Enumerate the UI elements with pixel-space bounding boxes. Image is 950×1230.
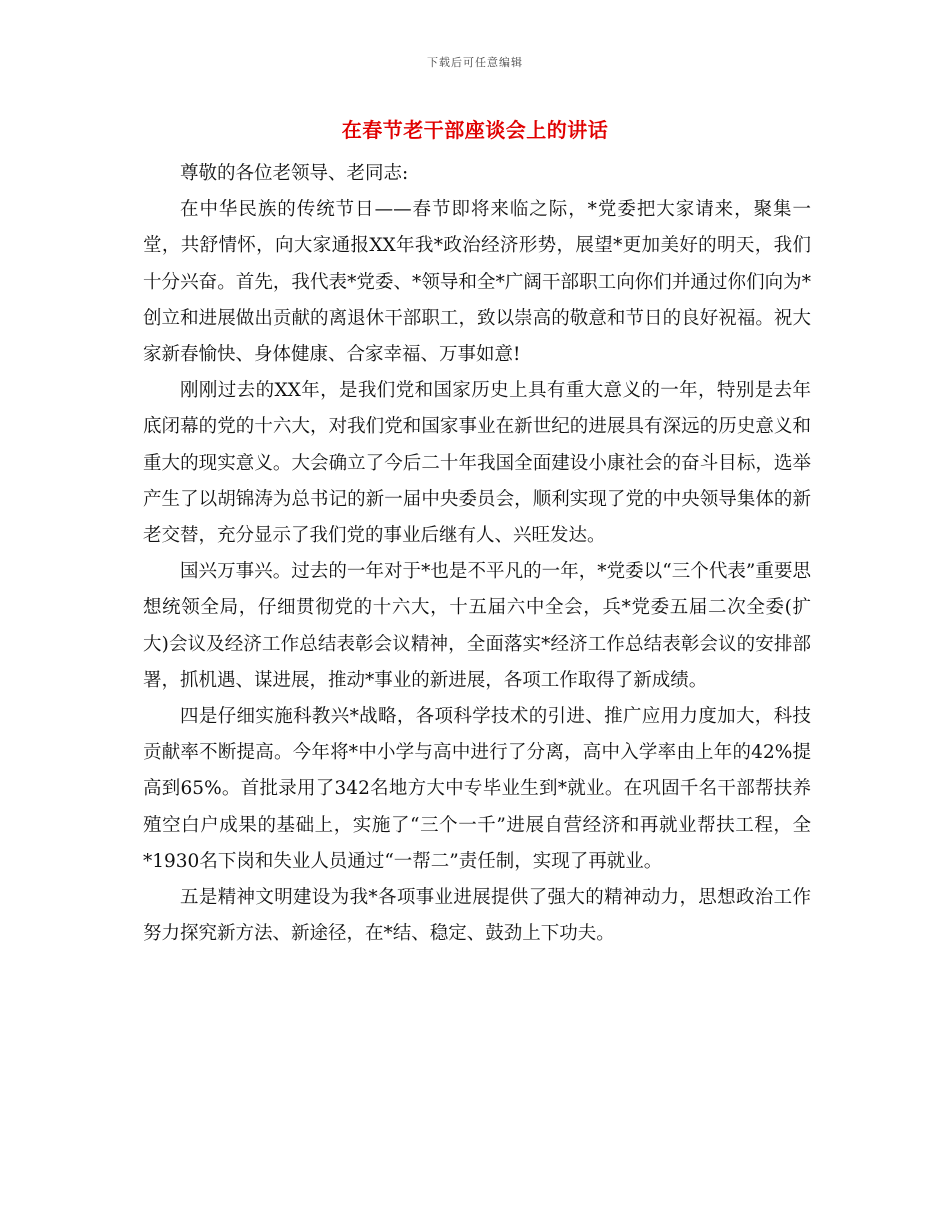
paragraph: 四是仔细实施科教兴*战略，各项科学技术的引进、推广应用力度加大，科技贡献率不断提高。今年将*中小学与高中进行了分离，高中入学率由上年的42%提高到65%。首批录用了342名地方大中专毕业生到*就业。在巩固千名干部帮扶养殖空白户成果的基础上，实施了“三个一千”进展自营经济和再就业帮扶工程，全*1930名下岗和失业人员通过“一帮二”责任制，实现了再就业。 (143, 706, 811, 872)
paragraph-salutation: 尊敬的各位老领导、老同志: (180, 163, 409, 184)
document-title: 在春节老干部座谈会上的讲话 (341, 118, 609, 142)
header-note: 下载后可任意编辑 (427, 56, 523, 69)
paragraph: 刚刚过去的XX年，是我们党和国家历史上具有重大意义的一年，特别是去年底闭幕的党的十六大，对我们党和国家事业在新世纪的进展具有深远的历史意义和重大的现实意义。大会确立了今后二十年我国全面建设小康社会的奋斗目标，选举产生了以胡锦涛为总书记的新一届中央委员会，顺利实现了党的中央领导集体的新老交替，充分显示了我们党的事业后继有人、兴旺发达。 (143, 380, 811, 547)
paragraph: 在中华民族的传统节日——春节即将来临之际，*党委把大家请来，聚集一堂，共舒情怀，向大家通报XX年我*政治经济形势，展望*更加美好的明天，我们十分兴奋。首先，我代表*党委、*领导和全*广阔干部职工向你们并通过你们向为*创立和进展做出贡献的离退休干部职工，致以崇高的敬意和节日的良好祝福。祝大家新春愉快、身体健康、合家幸福、万事如意! (143, 199, 811, 366)
document-body (143, 156, 811, 952)
paragraph: 五是精神文明建设为我*各项事业进展提供了强大的精神动力，思想政治工作努力探究新方法、新途径，在*结、稳定、鼓劲上下功夫。 (143, 887, 811, 945)
paragraph: 国兴万事兴。过去的一年对于*也是不平凡的一年，*党委以“三个代表”重要思想统领全局，仔细贯彻党的十六大，十五届六中全会，兵*党委五届二次全委(扩大)会议及经济工作总结表彰会议精神，全面落实*经济工作总结表彰会议的安排部署，抓机遇、谋进展，推动*事业的新进展，各项工作取得了新成绩。 (143, 561, 811, 691)
